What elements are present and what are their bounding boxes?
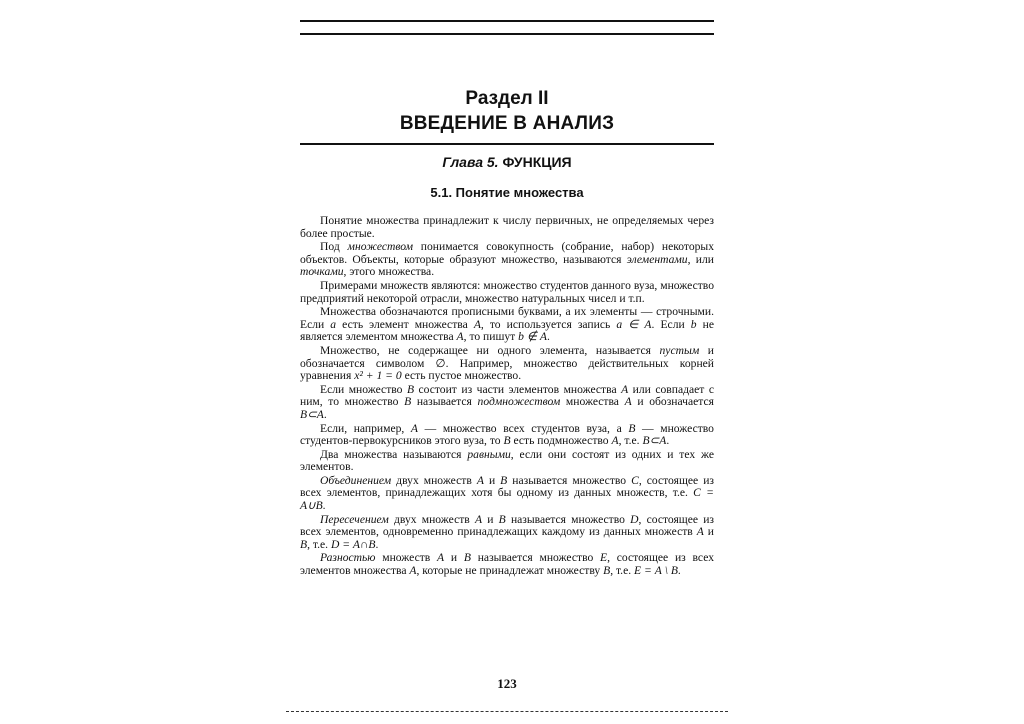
paragraph-2: Под множеством понимается совокупность (собрание, набор) некоторых объектов. Объекты, которые образуют множество, называются элементами, или точками, этого множества.: [300, 240, 714, 279]
paragraph-6: Если множество В состоит из части элементов множества А или совпадает с ним, то множество В называется подмножеством множества А и обозначается В⊂А.: [300, 382, 714, 421]
subsection-title: 5.1. Понятие множества: [430, 185, 584, 200]
paragraph-7: Если, например, А — множество всех студентов вуза, а В — множество студентов-первокурсников этого вуза, то В есть подмножество А, т.е. В⊂А.: [300, 421, 714, 448]
paragraph-3: Примерами множеств являются: множество студентов данного вуза, множество предприятий некоторой отрасли, множество натуральных чисел и т.п.: [300, 278, 714, 305]
chapter-heading: [300, 154, 714, 170]
paragraph-10: Пересечением двух множеств А и В называется множество D, состоящее из всех элементов, одновременно принадлежащих каждому из данных множеств А и В, т.е. D = А∩В.: [300, 512, 715, 551]
top-rule-secondary: [300, 33, 714, 35]
paragraph-4: Множества обозначаются прописными буквами, а их элементы — строчными. Если а есть элемент множества А, то используется запись а ∈ А. Если b не является элементом множества А, то пишут b ∉ А.: [300, 305, 714, 344]
book-page: [300, 0, 714, 724]
section-title: ВВЕДЕНИЕ В АНАЛИЗ: [399, 113, 615, 134]
paragraph-11: Разностью множеств А и В называется множество Е, состоящее из всех элементов множества А, которые не принадлежат множеству В, т.е. Е = А \ В.: [300, 551, 714, 578]
body-text: [300, 215, 714, 579]
section-divider: [300, 143, 714, 145]
page-number: 123: [497, 676, 517, 691]
paragraph-8: Два множества называются равными, если они состоят из одних и тех же элементов.: [300, 447, 715, 474]
bottom-rule: [286, 711, 728, 712]
paragraph-9: Объединением двух множеств А и В называется множество С, состоящее из всех элементов, принадлежащих хотя бы одному из данных множеств, т.е. С = А∪В.: [300, 473, 714, 513]
paragraph-5: Множество, не содержащее ни одного элемента, называется пустым и обозначается символом ∅. Например, множество действительных корней уравнения x² + 1 = 0 есть пустое множество.: [300, 343, 714, 383]
section-label: Раздел II: [465, 88, 549, 109]
chapter-title: ФУНКЦИЯ: [502, 154, 572, 170]
paragraph-1: Понятие множества принадлежит к числу первичных, не определяемых через более простые.: [300, 214, 714, 240]
chapter-label: Глава 5.: [442, 154, 499, 170]
top-rule: [300, 20, 714, 22]
